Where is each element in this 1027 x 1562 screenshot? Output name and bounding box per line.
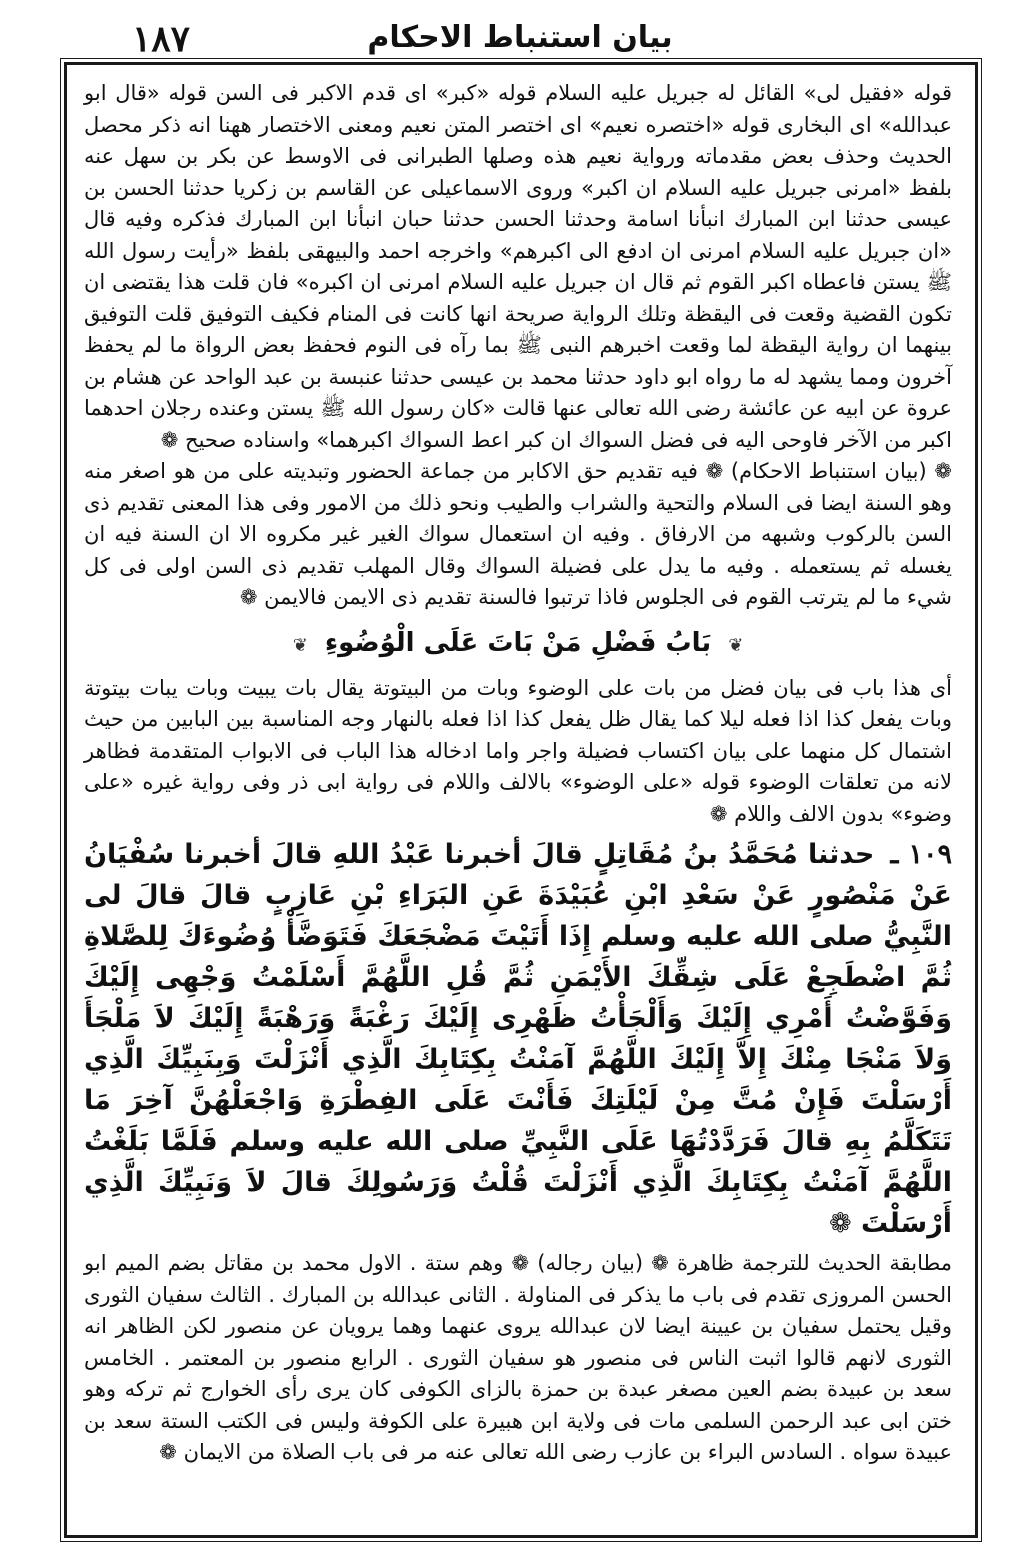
rulings-paragraph: ❁ (بيان استنباط الاحكام) ❁ فيه تقديم حق الاكابر من جماعة الحضور وتبديته على من هو اصغر منه وهو السنة ايضا فى السلام والتحية والشراب والطيب ونحو ذلك من الامور وفى هذا المعنى تقديم ذى السن بالركوب وشبهه من الارفاق . وفيه ان استعمال سواك الغير غير مكروه الا ان السنة فيه ان يغسله ثم يستعمله . وفيه ما يدل على فضيلة السواك وقال المهلب تقديم ذى السن اولى فى كل شيء ما لم يترتب القوم فى الجلوس فاذا ترتبوا فالسنة تقديم ذى الايمن فالايمن ❁ (84, 459, 952, 609)
chapter-title: بَابُ فَضْلِ مَنْ بَاتَ عَلَى الْوُضُوءِ (324, 627, 712, 658)
commentary-paragraph-1: قوله «فقيل لى» القائل له جبريل عليه السلام قوله «كبر» اى قدم الاكبر فى السن قوله «قال ابو عبدالله» اى البخارى قوله «اختصره نعيم» اى اختصر المتن نعيم ومعنى الاختصار ههنا انه ذكر محصل الحديث وحذف بعض مقدماته ورواية نعيم هذه وصلها الطبرانى فى الاوسط عن بكر بن سهل عنه بلفظ «امرنى جبريل عليه السلام ان اكبر» وروى الاسماعيلى عن القاسم بن زكريا حدثنا الحسن بن عيسى حدثنا ابن المبارك انبأنا اسامة وحدثنا الحسن حدثنا حبان انبأنا ابن المبارك فذكره وفيه قال «ان جبريل عليه السلام امرنى ان ادفع الى اكبرهم» واخرجه احمد والبيهقى بلفظ «رأيت رسول الله ﷺ يستن فاعطاه اكبر القوم ثم قال ان جبريل عليه السلام امرنى ان اكبره» فان قلت هذا يقتضى ان تكون القضية وقعت فى اليقظة وتلك الرواية صريحة انها كانت فى المنام فكيف التوفيق قلت التوفيق بينهما ان رواية اليقظة لما وقعت اخبرهم النبى ﷺ بما رآه فى النوم فحفظ بعض الرواة ما لم يحفظ آخرون ومما يشهد له ما رواه ابو داود حدثنا محمد بن عيسى حدثنا عنبسة بن عبد الواحد عن هشام بن عروة عن ابيه عن عائشة رضى الله تعالى عنها قالت «كان رسول الله ﷺ يستن وعنده رجلان احدهما اكبر من الآخر فاوحى اليه فى فضل السواك ان كبر اعط السواك اكبرهما» واسناده صحيح ❁ (84, 81, 952, 452)
chapter-heading (84, 626, 952, 663)
chapter-explanation: أى هذا باب فى بيان فضل من بات على الوضوء وبات من البيتوتة يقال بات يبيت وبات يبات بيتوتة وبات يفعل كذا اذا فعله ليلا كما يقال ظل يفعل كذا اذا فعله بالنهار وجه المناسبة بين البابين من حيث اشتمال كل منهما على بيان اكتساب فضيلة واجر واما ادخاله هذا الباب فى الابواب المتقدمة فظاهر لانه من تعلقات الوضوء قوله «على الوضوء» بالالف واللام فى رواية ابى ذر وفى رواية غيره «على وضوء» بدون الالف واللام ❁ (84, 675, 952, 826)
page-number: ١٨٧ (132, 18, 191, 60)
hadith-number: ١٠٩ ـ (890, 839, 952, 870)
running-title: بيان استنباط الاحكام (367, 20, 673, 55)
page-header (60, 12, 980, 62)
hadith-text: حدثنا مُحَمَّدُ بنُ مُقَاتِلٍ قالَ أخبرنا عَبْدُ اللهِ قالَ أخبرنا سُفْيَانُ عَنْ مَنْصُورٍ عَنْ سَعْدِ ابْنِ عُبَيْدَةَ عَنِ البَرَاءِ بْنِ عَازِبٍ قالَ قالَ لى النَّبِيُّ صلى الله عليه وسلم إِذَا أَتَيْتَ مَضْجَعَكَ فَتَوَضَّأْ وُضُوءَكَ لِلصَّلاةِ ثُمَّ اضْطَجِعْ عَلَى شِقِّكَ الأَيْمَنِ ثُمَّ قُلِ اللَّهُمَّ أَسْلَمْتُ وَجْهِى إِلَيْكَ وَفَوَّضْتُ أَمْرِي إِلَيْكَ وَأَلْجَأْتُ ظَهْرِى إِلَيْكَ رَغْبَةً وَرَهْبَةً إِلَيْكَ لاَ مَلْجَأَ وَلاَ مَنْجَا مِنْكَ إِلاَّ إِلَيْكَ اللَّهُمَّ آمَنْتُ بِكِتَابِكَ الَّذِي أَنْزَلْتَ وَبِنَبِيِّكَ الَّذِي أَرْسَلْتَ فَإِنْ مُتَّ مِنْ لَيْلَتِكَ فَأَنْتَ عَلَى الفِطْرَةِ وَاجْعَلْهُنَّ آخِرَ مَا تَتَكَلَّمُ بِهِ قالَ فَرَدَّدْتُهَا عَلَى النَّبِيِّ صلى الله عليه وسلم فَلَمَّا بَلَغْتُ اللَّهُمَّ آمَنْتُ بِكِتَابِكَ الَّذِي أَنْزَلْتَ قُلْتُ وَرَسُولِكَ قالَ لاَ وَنَبِيِّكَ الَّذِي أَرْسَلْتَ ❁ (84, 839, 952, 1239)
hadith-text-block (84, 834, 952, 1244)
main-text (84, 78, 952, 1469)
ornament-left-icon: ❦ (292, 634, 308, 656)
narrators-commentary: مطابقة الحديث للترجمة ظاهرة ❁ (بيان رجاله) ❁ وهم ستة . الاول محمد بن مقاتل بضم الميم ابو الحسن المروزى تقدم فى باب ما يذكر فى المناولة . الثانى عبدالله بن المبارك . الثالث سفيان الثورى وقيل يحتمل سفيان بن عيينة ايضا لان عبدالله يروى عنهما وهما يرويان عن منصور لكن الظاهر انه الثورى لانهم قالوا اثبت الناس فى منصور هو سفيان الثورى . الرابع منصور بن المعتمر . الخامس سعد بن عبيدة بضم العين مصغر عبدة بن حمزة بالزاى الكوفى كان يرى رأى الخوارج ثم تركه وهو ختن ابى عبد الرحمن السلمى مات فى ولاية ابن هبيرة على الكوفة وليس فى الكتب الستة سعد بن عبيدة سواه . السادس البراء بن عازب رضى الله تعالى عنه مر فى باب الصلاة من الايمان ❁ (83, 1251, 952, 1464)
ornament-right-icon: ❦ (728, 634, 744, 656)
